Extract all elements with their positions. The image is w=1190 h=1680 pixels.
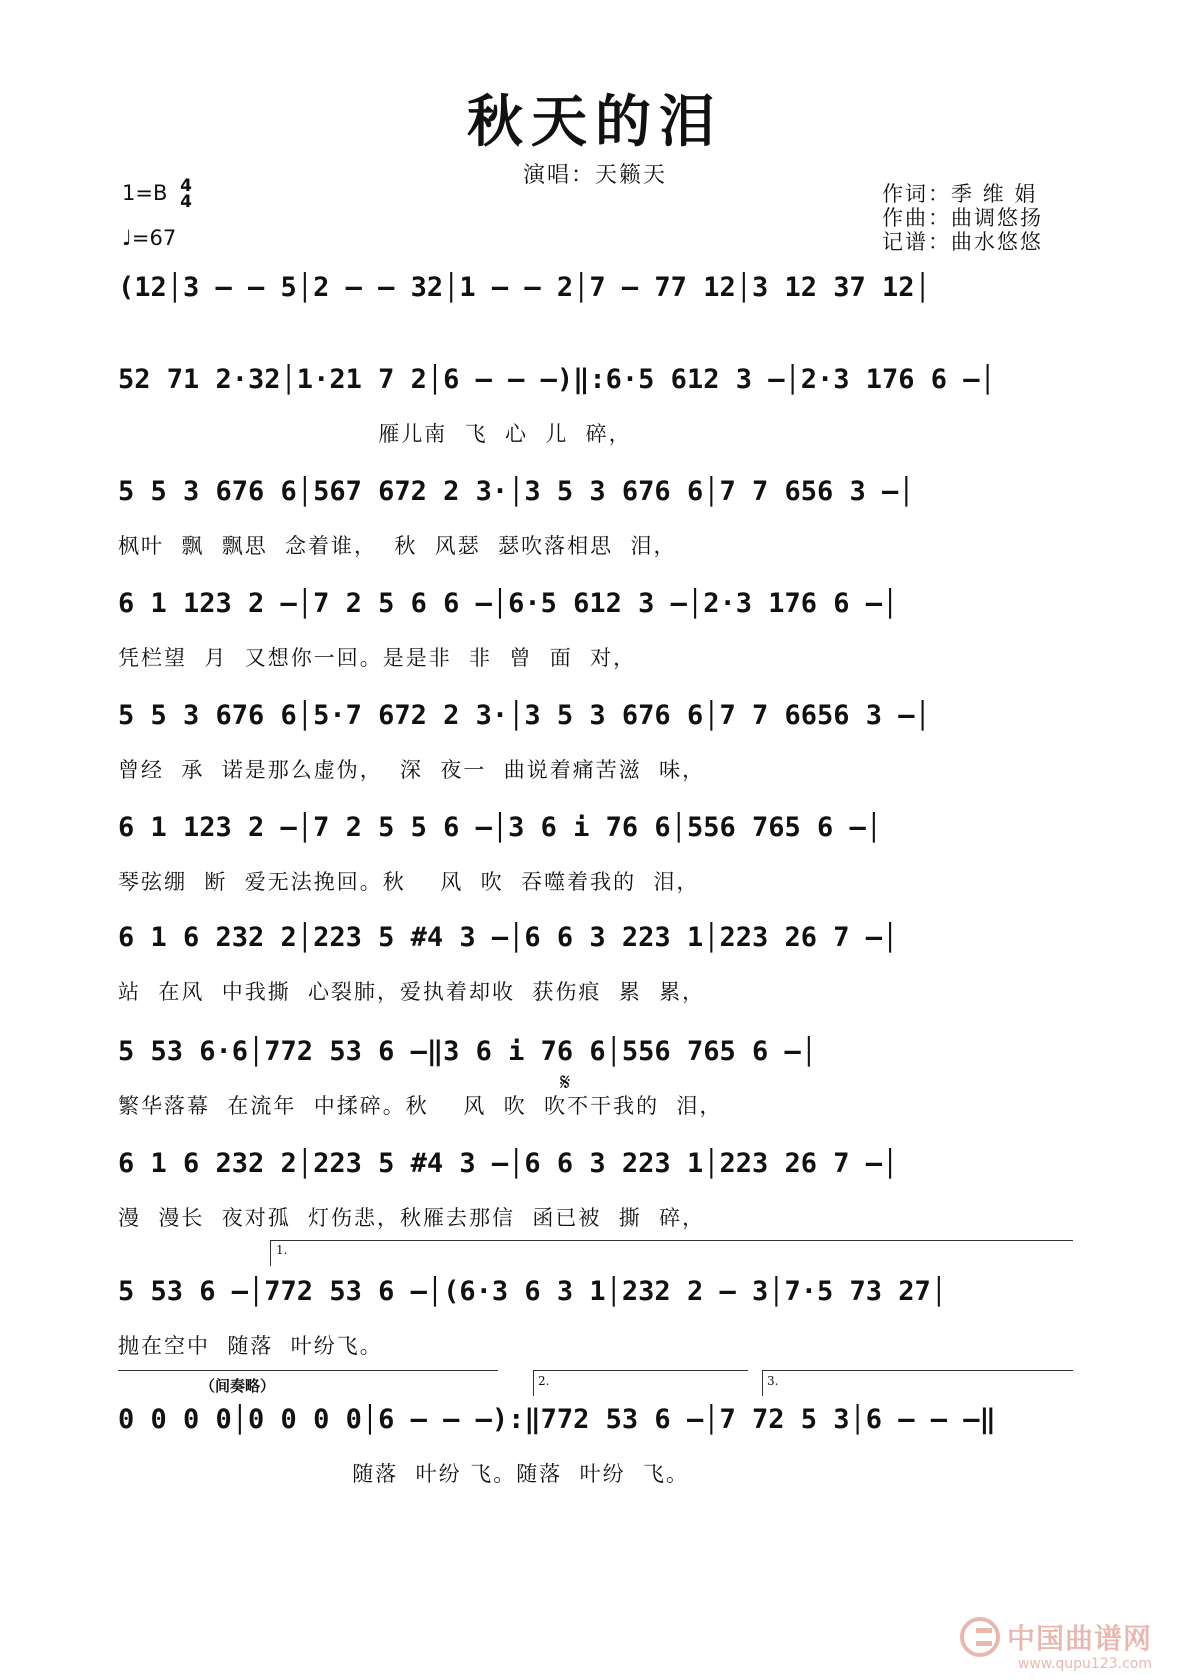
ending-bracket-1-tick — [270, 1240, 271, 1266]
ending-bracket-2 — [533, 1370, 748, 1371]
ending-bracket-3 — [762, 1370, 1073, 1371]
time-sig-bottom: 4 — [180, 192, 192, 212]
ending-label-3: 3. — [767, 1374, 779, 1388]
score-notes-line: (12│3 – – 5│2 – – 32│1 – – 2│7 – 77 12│3 12 37 12│ — [118, 272, 931, 303]
segno-sign: 𝄋 — [560, 1068, 571, 1096]
key-label: 1=B — [122, 181, 168, 205]
score-lyrics-line: 琴弦绷 断 爱无法挽回。秋 风 吹 吞噬着我的 泪， — [118, 870, 700, 894]
interlude-bracket — [118, 1370, 498, 1371]
score-notes-line: 5 53 6 –│772 53 6 –│(6·3 6 3 1│232 2 – 3│7·5 73 27│ — [118, 1276, 948, 1307]
ending-label-1: 1. — [276, 1243, 288, 1257]
score-lyrics-line: 枫叶 飘 飘思 念着谁， 秋 风瑟 瑟吹落相思 泪， — [118, 534, 677, 558]
watermark-brand: 中国曲谱网 — [1006, 1622, 1152, 1655]
time-signature — [180, 178, 192, 210]
score-notes-line: 5 5 3 676 6│5·7 672 2 3·│3 5 3 676 6│7 7 6656 3 –│ — [118, 700, 931, 731]
time-sig-top: 4 — [180, 176, 192, 196]
score-notes-line: 0 0 0 0│0 0 0 0│6 – – –):‖772 53 6 –│7 72 5 3│6 – – –‖ — [118, 1404, 996, 1435]
ending-bracket-2-tick — [533, 1370, 534, 1396]
score-lyrics-line: 繁华落幕 在流年 中揉碎。秋 风 吹 吹不干我的 泪， — [118, 1094, 723, 1118]
score-notes-line: 6 1 123 2 –│7 2 5 6 6 –│6·5 612 3 –│2·3 176 6 –│ — [118, 588, 899, 619]
watermark — [959, 1616, 1152, 1672]
composer-credit: 作曲：曲调悠扬 — [882, 206, 1043, 230]
interlude-note: （间奏略） — [200, 1377, 276, 1395]
ending-bracket-3-tick — [762, 1370, 763, 1396]
lyricist-credit: 作词：季 维 娟 — [882, 182, 1038, 206]
song-title: 秋天的泪 — [467, 89, 723, 155]
score-notes-line: 5 53 6·6│772 53 6 –‖3 6 i 76 6│556 765 6 –│ — [118, 1036, 817, 1067]
ending-bracket-1 — [270, 1240, 1073, 1241]
score-notes-line: 6 1 6 232 2│223 5 #4 3 –│6 6 3 223 1│223 26 7 –│ — [118, 922, 899, 953]
ending-label-2: 2. — [538, 1374, 550, 1388]
score-notes-line: 52 71 2·32│1·21 7 2│6 – – –)‖:6·5 612 3 –│2·3 176 6 –│ — [118, 364, 996, 395]
score-lyrics-line: 凭栏望 月 又想你一回。是是非 非 曾 面 对， — [118, 646, 637, 670]
score-lyrics-line: 抛在空中 随落 叶纷飞。 — [118, 1334, 383, 1358]
score-lyrics-line: 漫 漫长 夜对孤 灯伤悲，秋雁去那信 函已被 撕 碎， — [118, 1206, 706, 1230]
tempo-marking: ♩=67 — [122, 226, 177, 250]
transcriber-credit: 记谱：曲水悠悠 — [882, 230, 1043, 254]
score-lyrics-line: 雁儿南 飞 心 儿 碎， — [118, 422, 632, 446]
score-lyrics-line: 随落 叶纷 飞。随落 叶纷 飞。 — [118, 1462, 689, 1486]
score-lyrics-line: 曾经 承 诺是那么虚伪， 深 夜一 曲说着痛苦滋 味， — [118, 758, 706, 782]
key-signature — [122, 178, 192, 210]
singer-credit: 演唱：天籁天 — [522, 163, 667, 188]
score-notes-line: 5 5 3 676 6│567 672 2 3·│3 5 3 676 6│7 7 656 3 –│ — [118, 476, 915, 507]
watermark-logo-icon — [959, 1616, 1001, 1658]
score-notes-line: 6 1 123 2 –│7 2 5 5 6 –│3 6 i 76 6│556 765 6 –│ — [118, 812, 883, 843]
watermark-url: www.qupu123.com — [1017, 1656, 1152, 1672]
score-lyrics-line: 站 在风 中我撕 心裂肺，爱执着却收 获伤痕 累 累， — [118, 980, 706, 1004]
score-notes-line: 6 1 6 232 2│223 5 #4 3 –│6 6 3 223 1│223 26 7 –│ — [118, 1148, 899, 1179]
